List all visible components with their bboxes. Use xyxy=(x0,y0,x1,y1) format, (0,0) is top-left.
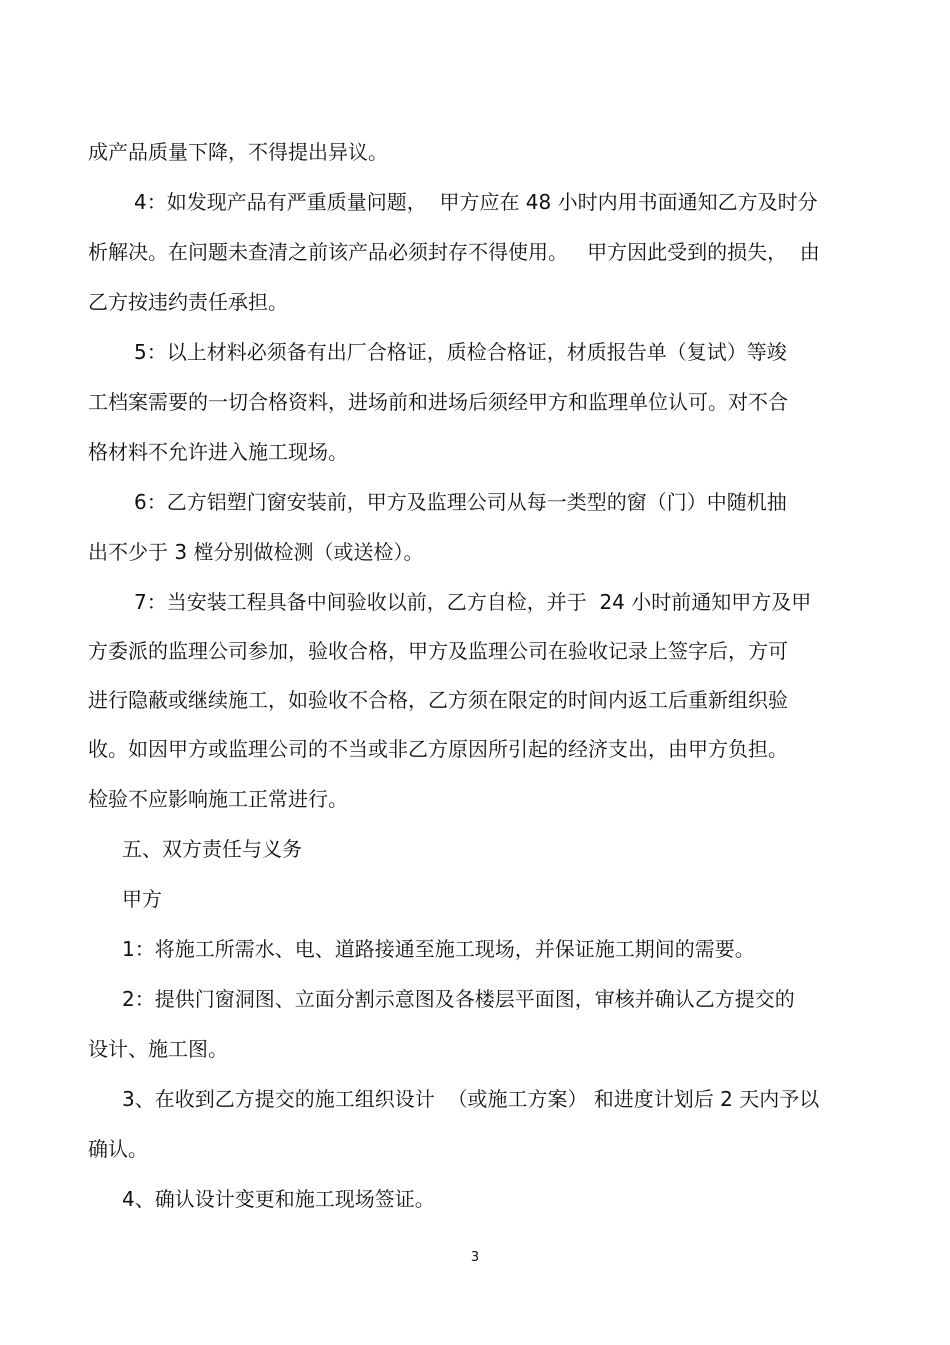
text-line-20: 3、在收到乙方提交的施工组织设计 （或施工方案） 和进度计划后 2 天内予以 xyxy=(122,1087,820,1111)
text-line-12: 进行隐蔽或继续施工，如验收不合格，乙方须在限定的时间内返工后重新组织验 xyxy=(88,688,788,712)
text-line-17: 1：将施工所需水、电、道路接通至施工现场，并保证施工期间的需要。 xyxy=(122,937,755,961)
text-line-9: 出不少于 3 樘分别做检测（或送检）。 xyxy=(88,540,424,564)
section-heading: 五、双方责任与义务 xyxy=(122,837,302,861)
text-line-14: 检验不应影响施工正常进行。 xyxy=(88,787,348,811)
text-line-8: 6：乙方铝塑门窗安装前，甲方及监理公司从每一类型的窗（门）中随机抽 xyxy=(134,490,787,514)
text-line-4: 乙方按违约责任承担。 xyxy=(88,290,288,314)
page-number: 3 xyxy=(470,1250,480,1265)
text-line-22: 4、确认设计变更和施工现场签证。 xyxy=(122,1187,435,1211)
text-line-5: 5：以上材料必须备有出厂合格证，质检合格证，材质报告单（复试）等竣 xyxy=(134,340,787,364)
text-line-6: 工档案需要的一切合格资料，进场前和进场后须经甲方和监理单位认可。对不合 xyxy=(88,390,788,414)
text-line-18: 2：提供门窗洞图、立面分割示意图及各楼层平面图，审核并确认乙方提交的 xyxy=(122,987,795,1011)
text-line-1: 成产品质量下降，不得提出异议。 xyxy=(88,140,388,164)
text-line-7: 格材料不允许进入施工现场。 xyxy=(88,440,348,464)
text-line-3: 析解决。在问题未查清之前该产品必须封存不得使用。 甲方因此受到的损失， 由 xyxy=(88,240,820,264)
text-line-21: 确认。 xyxy=(88,1137,148,1161)
party-label: 甲方 xyxy=(122,887,162,911)
text-line-10: 7：当安装工程具备中间验收以前，乙方自检，并于 24 小时前通知甲方及甲 xyxy=(134,590,812,614)
text-line-13: 收。如因甲方或监理公司的不当或非乙方原因所引起的经济支出，由甲方负担。 xyxy=(88,737,788,761)
text-line-11: 方委派的监理公司参加，验收合格，甲方及监理公司在验收记录上签字后，方可 xyxy=(88,639,788,663)
text-line-19: 设计、施工图。 xyxy=(88,1037,228,1061)
text-line-2: 4：如发现产品有严重质量问题， 甲方应在 48 小时内用书面通知乙方及时分 xyxy=(134,190,818,214)
